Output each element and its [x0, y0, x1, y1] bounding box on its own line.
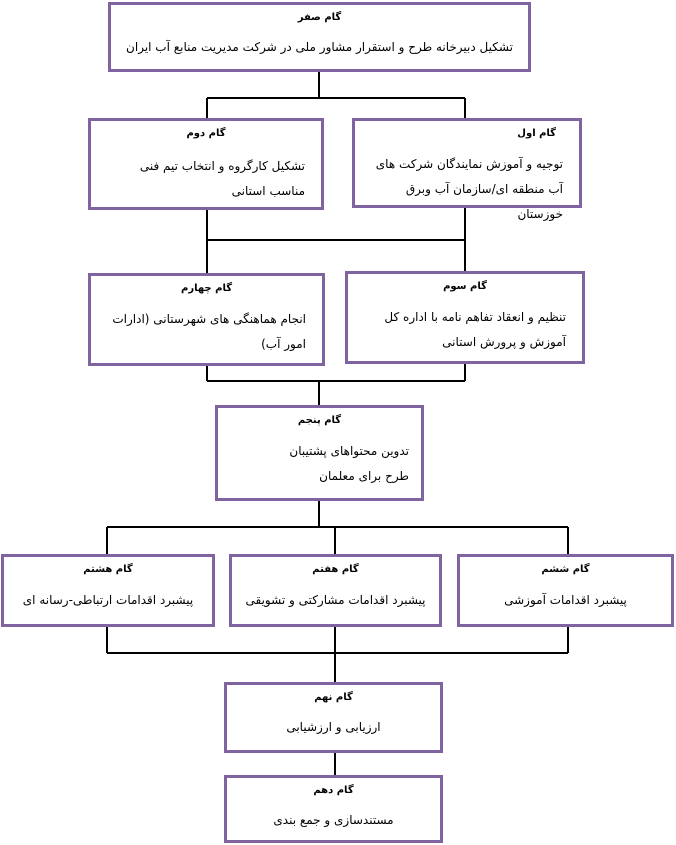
step-9-text: ارزیابی و ارزشیابی — [286, 720, 381, 734]
step-8-text: پیشبرد اقدامات ارتباطی-رسانه ای — [22, 593, 194, 607]
step-7-title: گام هفتم — [312, 564, 359, 575]
step-0-text: تشکیل دبیرخانه طرح و استقرار مشاور ملی در شرکت مدیریت منابع آب ایران — [126, 40, 513, 54]
step-1-box — [352, 118, 582, 221]
step-0-title: گام صفر — [297, 12, 342, 23]
step-9-title: گام نهم — [314, 692, 353, 703]
step-2-text: تشکیل کارگروه و انتخاب تیم فنی مناسب استانی — [139, 159, 305, 198]
step-3-text: تنظیم و انعقاد تفاهم نامه با اداره کل آموزش و پرورش استانی — [384, 310, 566, 349]
step-1-text: توجیه و آموزش نمایندگان شرکت های آب منطقه ای/سازمان آب وبرق خوزستان — [375, 157, 563, 221]
step-4-title: گام چهارم — [180, 283, 233, 294]
step-7-text: پیشبرد اقدامات مشارکتی و تشویقی — [245, 593, 426, 607]
step-6-box — [457, 554, 674, 627]
step-7-box — [229, 554, 442, 627]
step-3-box — [345, 271, 585, 364]
step-3-title: گام سوم — [443, 281, 487, 292]
step-4-box — [88, 273, 325, 366]
step-4-text: انجام هماهنگی های شهرستانی (ادارات امور آب) — [112, 312, 306, 351]
step-9-box — [224, 682, 443, 753]
step-8-title: گام هشتم — [83, 564, 133, 575]
step-2-title: گام دوم — [186, 128, 226, 139]
step-2-box — [88, 118, 324, 210]
step-0-box — [108, 2, 531, 72]
step-5-title: گام پنجم — [297, 415, 342, 426]
step-1-title: گام اول — [517, 128, 556, 139]
step-10-text: مستندسازی و جمع بندی — [273, 813, 394, 827]
step-10-box — [224, 775, 443, 843]
step-5-box — [215, 405, 424, 501]
step-6-text: پیشبرد اقدامات آموزشی — [504, 593, 627, 607]
step-6-title: گام ششم — [541, 564, 590, 575]
step-8-box — [1, 554, 215, 627]
step-5-text: تدوین محتواهای پشتیبان طرح برای معلمان — [289, 444, 409, 483]
step-10-title: گام دهم — [313, 785, 354, 796]
